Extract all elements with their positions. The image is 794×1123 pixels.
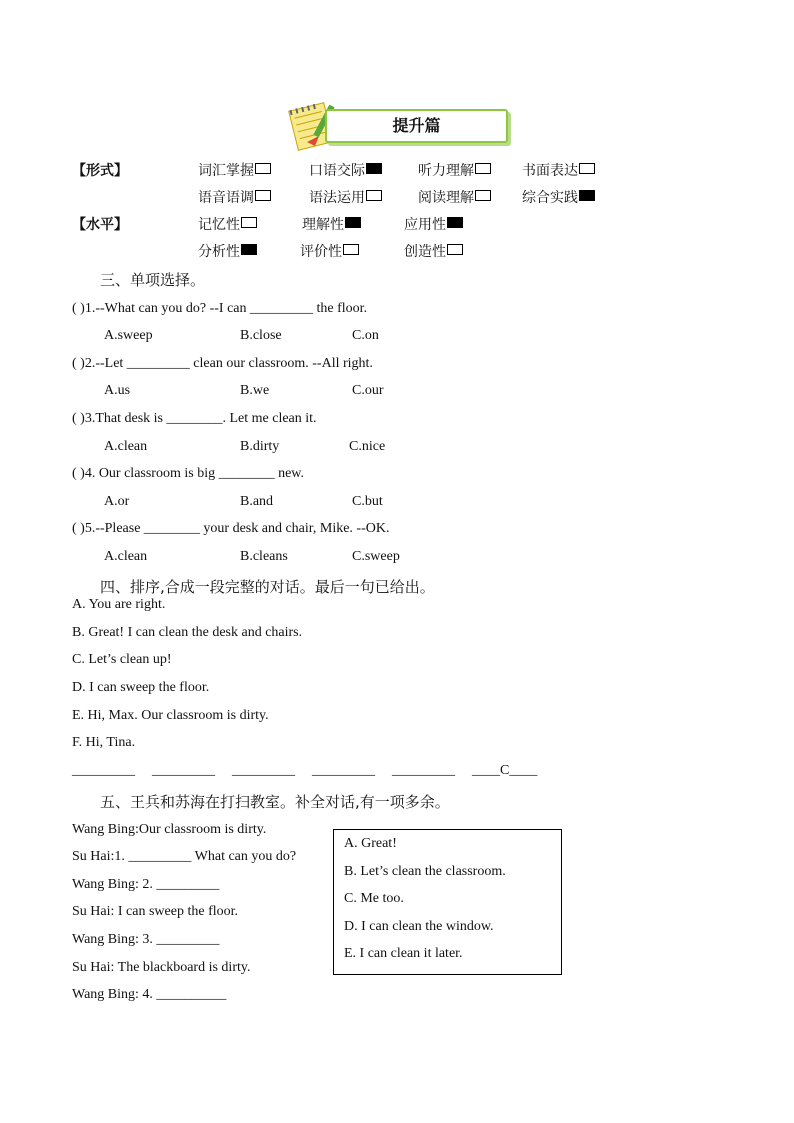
- dialogue-item: D. I can sweep the floor.: [72, 680, 210, 695]
- option: A.clean: [104, 439, 148, 454]
- option-item: D. I can clean the window.: [344, 919, 494, 934]
- checkbox-checked-icon: [345, 217, 361, 228]
- dialogue-line: Wang Bing: 2. _________: [72, 877, 220, 892]
- question-stem: ( )1.--What can you do? --I can _________ the floor.: [72, 301, 368, 316]
- order-blank[interactable]: _________: [232, 763, 295, 778]
- checkbox-checked-icon: [366, 163, 382, 174]
- dialogue-line: Wang Bing: 3. _________: [72, 932, 220, 947]
- form-item: 词汇掌握: [198, 160, 271, 180]
- checkbox-icon: [475, 190, 491, 201]
- checkbox-checked-icon: [241, 244, 257, 255]
- level-item: 分析性: [198, 241, 257, 261]
- option: B.we: [240, 383, 270, 398]
- level-item: 记忆性: [198, 214, 257, 234]
- option: B.and: [240, 494, 274, 509]
- order-blank[interactable]: _________: [72, 763, 135, 778]
- page-title: 提升篇: [392, 116, 441, 135]
- order-blank[interactable]: _________: [312, 763, 375, 778]
- level-item: 创造性: [404, 241, 463, 261]
- option-item: C. Me too.: [344, 891, 404, 906]
- option: C.but: [352, 494, 383, 509]
- checkbox-icon: [343, 244, 359, 255]
- dialogue-line: Wang Bing: 4. __________: [72, 987, 227, 1002]
- option: A.or: [104, 494, 130, 509]
- section3-heading: 三、单项选择。: [100, 271, 206, 289]
- checkbox-icon: [255, 190, 271, 201]
- dialogue-item: B. Great! I can clean the desk and chairs.: [72, 625, 303, 640]
- section4-heading: 四、排序,合成一段完整的对话。最后一句已给出。: [100, 578, 435, 596]
- dialogue-line: Wang Bing:Our classroom is dirty.: [72, 822, 267, 837]
- question-stem: ( )4. Our classroom is big ________ new.: [72, 466, 305, 481]
- checkbox-checked-icon: [447, 217, 463, 228]
- option: A.sweep: [104, 328, 153, 343]
- order-blank[interactable]: _________: [392, 763, 455, 778]
- dialogue-line: Su Hai: The blackboard is dirty.: [72, 960, 251, 975]
- question-stem: ( )3.That desk is ________. Let me clean it.: [72, 411, 317, 426]
- level-item: 评价性: [300, 241, 359, 261]
- option-item: E. I can clean it later.: [344, 946, 463, 961]
- option: C.nice: [349, 439, 386, 454]
- option: B.close: [240, 328, 282, 343]
- form-label: 【形式】: [72, 163, 128, 179]
- form-item: 听力理解: [418, 160, 491, 180]
- checkbox-icon: [475, 163, 491, 174]
- option: B.dirty: [240, 439, 280, 454]
- option: C.our: [352, 383, 384, 398]
- section5-heading: 五、王兵和苏海在打扫教室。补全对话,有一项多余。: [100, 793, 450, 811]
- option: A.clean: [104, 549, 148, 564]
- dialogue-line: Su Hai: I can sweep the floor.: [72, 904, 239, 919]
- level-label: 【水平】: [72, 217, 128, 233]
- order-blank-given: ____C____: [472, 763, 538, 778]
- option: A.us: [104, 383, 131, 398]
- question-stem: ( )5.--Please ________ your desk and chair, Mike. --OK.: [72, 521, 390, 536]
- option-item: B. Let’s clean the classroom.: [344, 864, 506, 879]
- checkbox-icon: [241, 217, 257, 228]
- dialogue-item: E. Hi, Max. Our classroom is dirty.: [72, 708, 269, 723]
- checkbox-icon: [579, 163, 595, 174]
- checkbox-checked-icon: [579, 190, 595, 201]
- checkbox-icon: [255, 163, 271, 174]
- section-banner: [285, 100, 510, 150]
- dialogue-item: C. Let’s clean up!: [72, 652, 172, 667]
- level-item: 理解性: [302, 214, 361, 234]
- form-item: 口语交际: [309, 160, 382, 180]
- form-item: 语法运用: [309, 187, 382, 207]
- level-item: 应用性: [404, 214, 463, 234]
- form-item: 书面表达: [522, 160, 595, 180]
- checkbox-icon: [366, 190, 382, 201]
- dialogue-item: A. You are right.: [72, 597, 166, 612]
- option: C.sweep: [352, 549, 400, 564]
- option: C.on: [352, 328, 379, 343]
- option-item: A. Great!: [344, 836, 397, 851]
- dialogue-item: F. Hi, Tina.: [72, 735, 136, 750]
- dialogue-line: Su Hai:1. _________ What can you do?: [72, 849, 297, 864]
- form-item: 阅读理解: [418, 187, 491, 207]
- order-blank[interactable]: _________: [152, 763, 215, 778]
- form-item: 语音语调: [198, 187, 271, 207]
- form-item: 综合实践: [522, 187, 595, 207]
- option: B.cleans: [240, 549, 288, 564]
- question-stem: ( )2.--Let _________ clean our classroom. --All right.: [72, 356, 373, 371]
- checkbox-icon: [447, 244, 463, 255]
